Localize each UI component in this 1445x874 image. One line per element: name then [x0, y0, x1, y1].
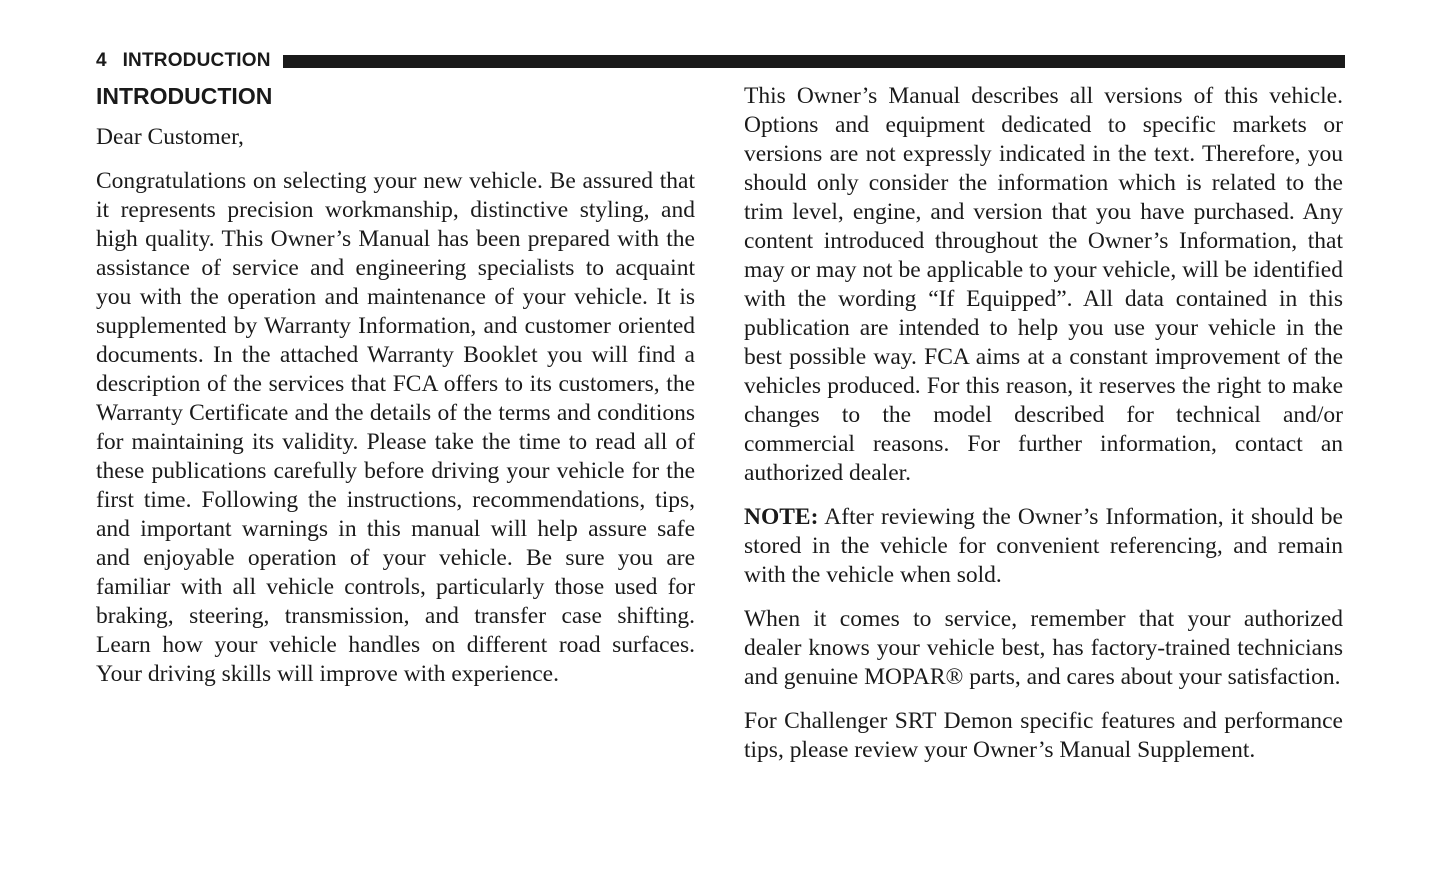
- note-paragraph: [744, 503, 1343, 590]
- section-title: INTRODUCTION: [122, 50, 271, 71]
- service-paragraph: When it comes to service, remember that your authorized dealer knows your vehicle best, has factory-trained technicians and genuine MOPAR® parts, and cares about your satisfaction.: [744, 606, 1343, 690]
- note-text: After reviewing the Owner’s Information, it should be stored in the vehicle for convenient referencing, and remain with the vehicle when sold.: [744, 504, 1343, 588]
- supplement-paragraph: For Challenger SRT Demon specific features and performance tips, please review your Owner’s Manual Supplement.: [744, 708, 1343, 763]
- versions-paragraph: This Owner’s Manual describes all versions of this vehicle. Options and equipment dedicated to specific markets or versions are not expressly indicated in the text. Therefore, you should only consider the information which is related to the trim level, engine, and version that you have purchased. Any content introduced throughout the Owner’s Information, that may or may not be applicable to your vehicle, will be identified with the wording “If Equipped”. All data contained in this publication are intended to help you use your vehicle in the best possible way. FCA aims at a constant improvement of the vehicles produced. For this reason, it reserves the right to make changes to the model described for technical and/or commercial reasons. For further information, contact an authorized dealer.: [744, 83, 1343, 486]
- intro-paragraph: Congratulations on selecting your new vehicle. Be assured that it represents precision workmanship, distinctive styling, and high quality. This Owner’s Manual has been prepared with the assistance of service and engineering specialists to acquaint you with the operation and maintenance of your vehicle. It is supplemented by Warranty Information, and customer oriented documents. In the attached Warranty Booklet you will find a description of the services that FCA offers to its customers, the Warranty Certificate and the details of the terms and conditions for maintaining its validity. Please take the time to read all of these publications carefully before driving your vehicle for the first time. Following the instructions, recommendations, tips, and important warnings in this manual will help assure safe and enjoyable operation of your vehicle. Be sure you are familiar with all vehicle controls, particularly those used for braking, steering, transmission, and transfer case shifting. Learn how your vehicle handles on different road surfaces. Your driving skills will improve with experience.: [96, 168, 695, 687]
- right-column: [744, 82, 1343, 780]
- greeting: Dear Customer,: [96, 124, 244, 150]
- page-title: INTRODUCTION: [96, 83, 273, 109]
- page-number: 4: [96, 50, 107, 71]
- header-rule: [283, 55, 1345, 68]
- note-label: NOTE:: [744, 504, 819, 530]
- left-column: [96, 82, 695, 704]
- page-header: [96, 50, 1345, 72]
